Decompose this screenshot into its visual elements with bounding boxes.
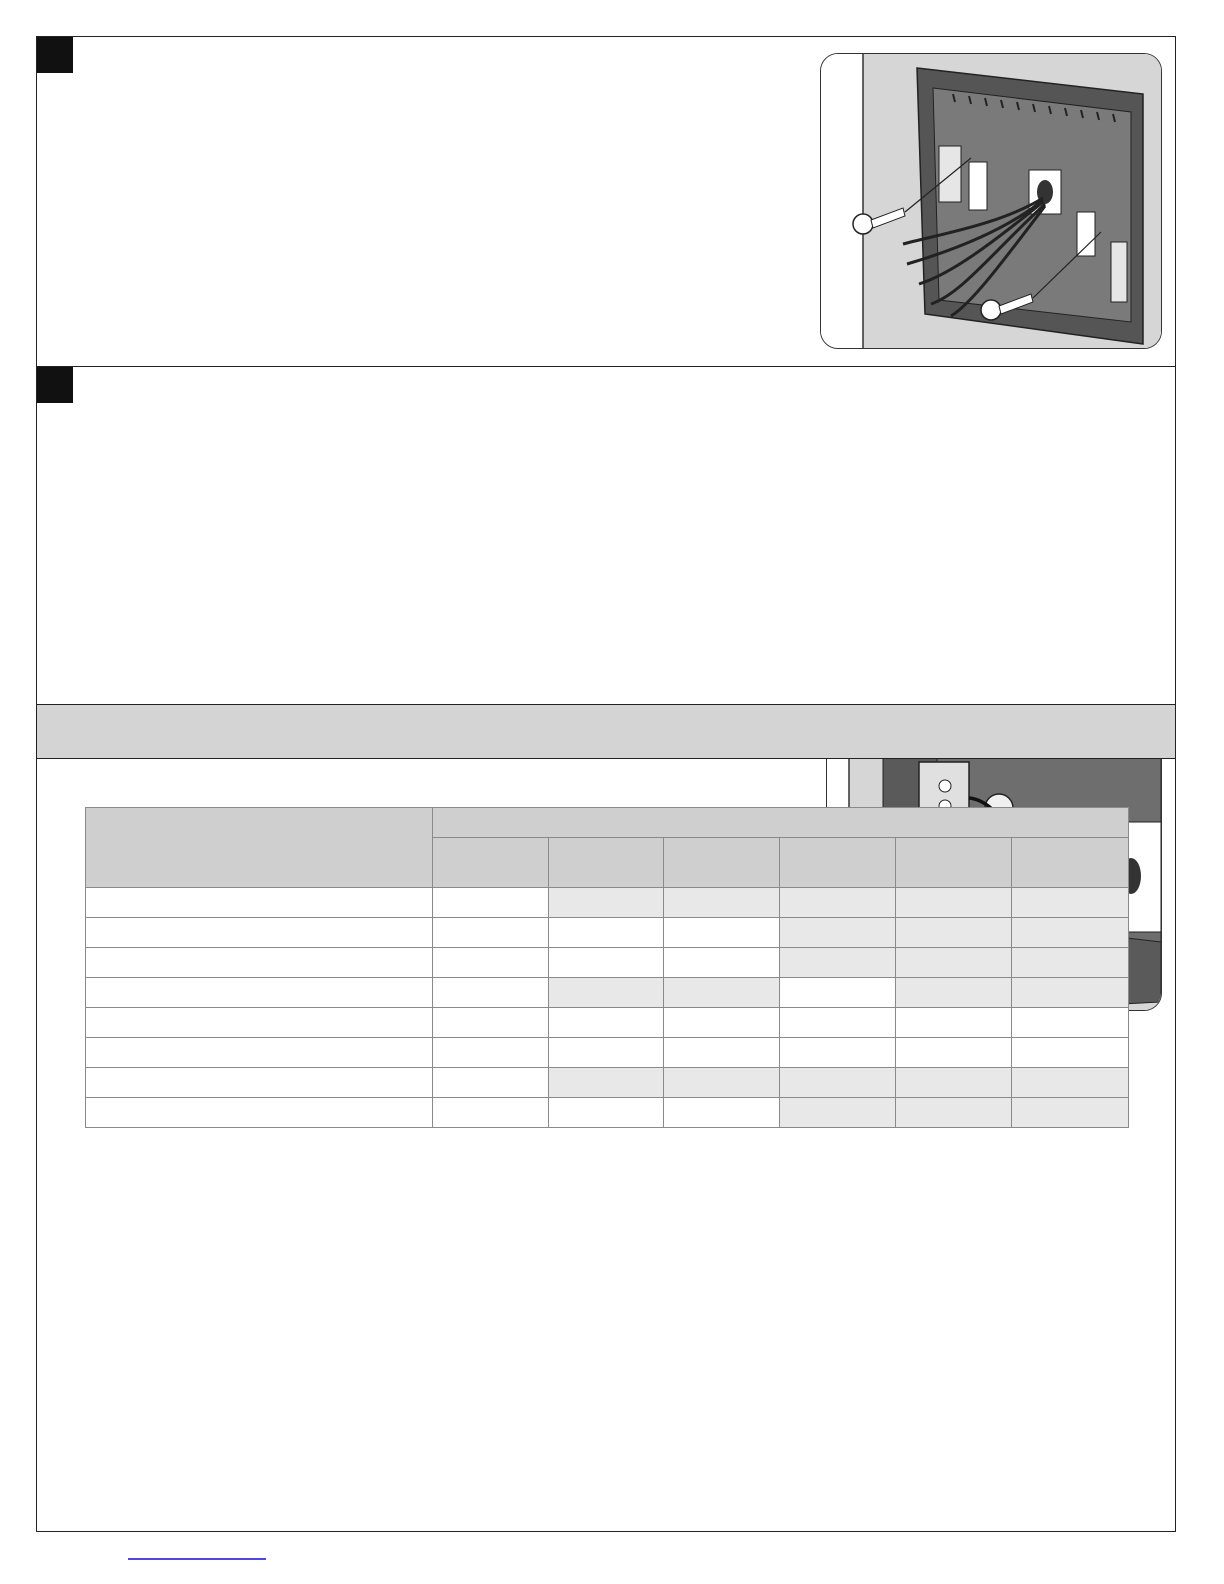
table-row — [86, 978, 1129, 1008]
table-cell — [664, 918, 780, 948]
table-cell — [548, 948, 664, 978]
table-body — [86, 888, 1129, 1128]
table-row — [86, 948, 1129, 978]
table-cell — [780, 1098, 896, 1128]
table-cell — [432, 1008, 548, 1038]
table-cell — [548, 1068, 664, 1098]
table-corner-header — [86, 808, 433, 888]
table-cell — [432, 1038, 548, 1068]
table-cell — [432, 918, 548, 948]
table-cell — [664, 948, 780, 978]
table-cell — [548, 1098, 664, 1128]
section-header-band — [37, 705, 1175, 759]
table-cell — [896, 918, 1012, 948]
table-cell — [664, 978, 780, 1008]
table-group-header — [432, 808, 1128, 838]
step-2-section — [37, 367, 1175, 705]
table-cell — [1012, 948, 1129, 978]
table-row — [86, 1098, 1129, 1128]
wiring-table — [85, 807, 1129, 1128]
table-row — [86, 888, 1129, 918]
table-cell — [1012, 1008, 1129, 1038]
table-column-header — [896, 838, 1012, 888]
table-column-header — [1012, 838, 1129, 888]
table-cell — [1012, 978, 1129, 1008]
table-cell — [664, 1008, 780, 1038]
step-1-section — [37, 37, 1175, 367]
table-row-label — [86, 1008, 433, 1038]
table-row-label — [86, 1068, 433, 1098]
table-row-label — [86, 888, 433, 918]
table-cell — [432, 888, 548, 918]
table-cell — [1012, 888, 1129, 918]
table-cell — [780, 1068, 896, 1098]
table-cell — [896, 978, 1012, 1008]
table-cell — [780, 918, 896, 948]
table-row-label — [86, 1098, 433, 1128]
table-cell — [1012, 1098, 1129, 1128]
table-row-label — [86, 978, 433, 1008]
table-cell — [432, 1068, 548, 1098]
table-column-header — [548, 838, 664, 888]
table-row — [86, 1038, 1129, 1068]
step-1-marker — [37, 37, 73, 73]
table-row-label — [86, 1038, 433, 1068]
table-cell — [780, 1038, 896, 1068]
table-row — [86, 918, 1129, 948]
table-cell — [548, 978, 664, 1008]
footer-link-underline[interactable] — [128, 1558, 266, 1560]
table-cell — [432, 978, 548, 1008]
table-cell — [548, 888, 664, 918]
table-cell — [1012, 918, 1129, 948]
table-cell — [896, 1068, 1012, 1098]
table-cell — [664, 888, 780, 918]
table-cell — [664, 1068, 780, 1098]
table-column-header — [780, 838, 896, 888]
table-row-label — [86, 948, 433, 978]
table-cell — [780, 1008, 896, 1038]
table-row-label — [86, 918, 433, 948]
wallplate-mounting-illustration — [820, 53, 1162, 349]
table-cell — [896, 1038, 1012, 1068]
table-cell — [664, 1098, 780, 1128]
table-cell — [896, 948, 1012, 978]
page-frame — [36, 36, 1176, 1532]
table-cell — [780, 888, 896, 918]
table-cell — [548, 1038, 664, 1068]
table-column-header — [664, 838, 780, 888]
table-row — [86, 1008, 1129, 1038]
table-cell — [548, 918, 664, 948]
table-cell — [780, 978, 896, 1008]
step-2-marker — [37, 367, 73, 403]
table-cell — [1012, 1038, 1129, 1068]
table-cell — [780, 948, 896, 978]
table-cell — [1012, 1068, 1129, 1098]
table-column-header — [432, 838, 548, 888]
table-cell — [548, 1008, 664, 1038]
table-row — [86, 1068, 1129, 1098]
table-cell — [896, 1098, 1012, 1128]
table-cell — [432, 1098, 548, 1128]
table-cell — [896, 1008, 1012, 1038]
table-cell — [896, 888, 1012, 918]
table-cell — [432, 948, 548, 978]
table-cell — [664, 1038, 780, 1068]
